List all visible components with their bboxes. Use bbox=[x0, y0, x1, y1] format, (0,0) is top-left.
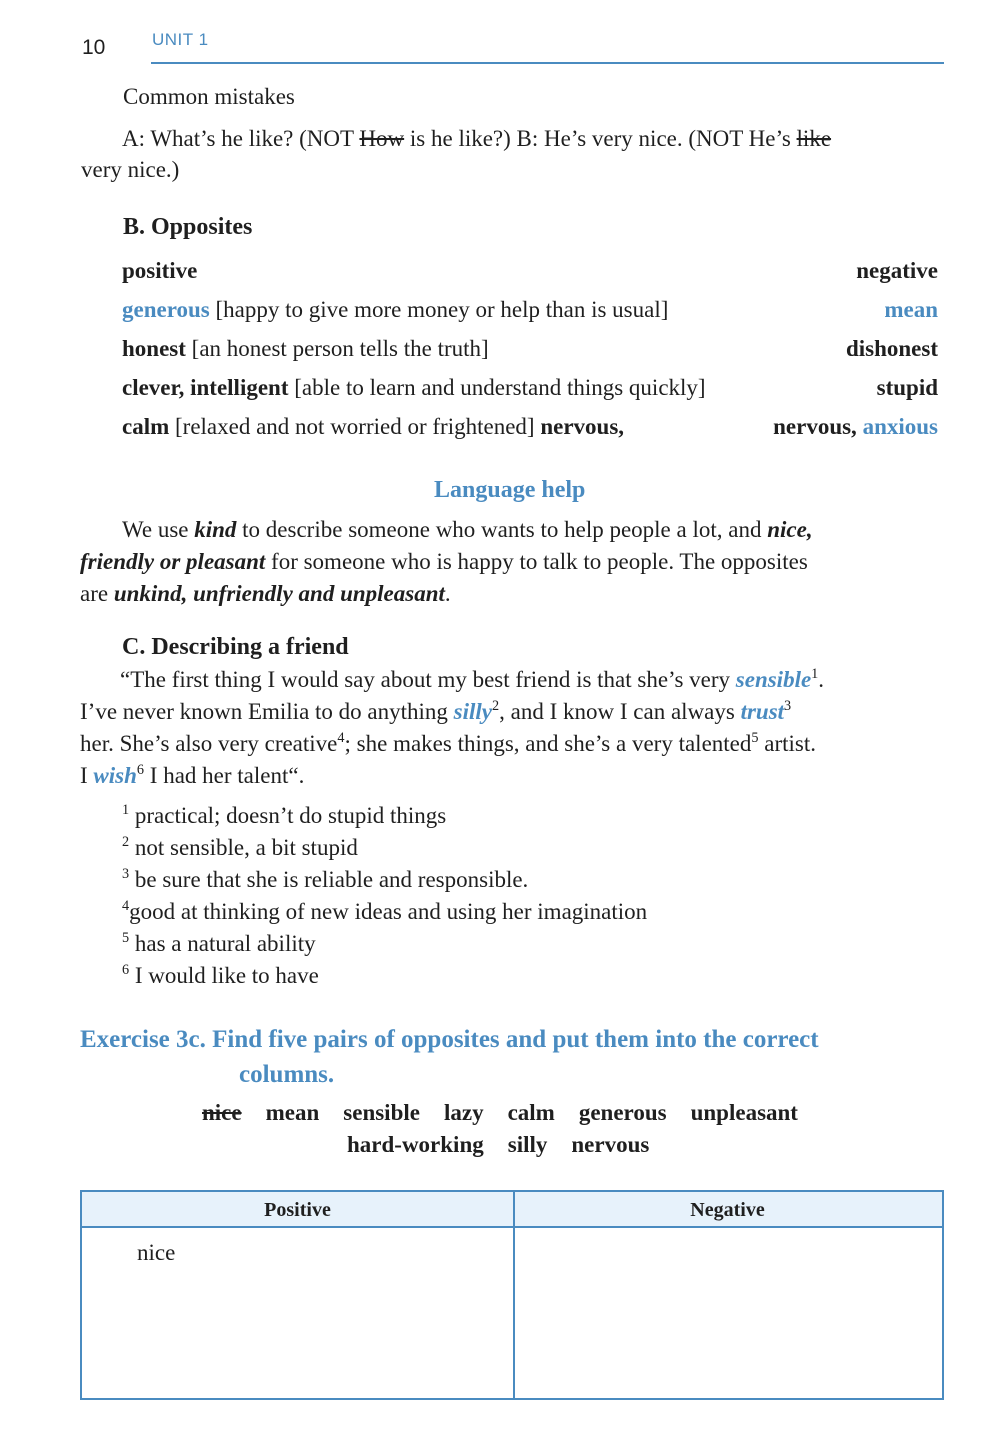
negative-word: dishonest bbox=[845, 336, 938, 361]
opposites-row bbox=[122, 375, 938, 414]
lh-text: We use bbox=[122, 517, 195, 542]
negative-word: nervous, bbox=[773, 414, 863, 439]
cm-struck-how: How bbox=[359, 126, 405, 151]
word-bank-word: lazy bbox=[443, 1100, 484, 1125]
definition: [able to learn and understand things quickly] bbox=[288, 375, 706, 400]
word-bank-word: nervous bbox=[571, 1132, 650, 1157]
definition: [happy to give more money or help than is usual] bbox=[209, 297, 669, 322]
cm-text-b: is he like?) B: He’s very nice. (NOT He’s bbox=[404, 126, 797, 151]
common-mistakes-line-1 bbox=[122, 126, 831, 152]
lh-keyword: unkind, unfriendly and unpleasant bbox=[113, 581, 445, 606]
language-help-title: Language help bbox=[434, 477, 586, 503]
footnote-ref: 5 bbox=[751, 729, 759, 746]
footnote: $^5$ has a natural ability bbox=[122, 929, 316, 956]
word-bank-word: calm bbox=[507, 1100, 555, 1125]
extra-word: nervous, bbox=[540, 414, 625, 439]
opposites-header-row bbox=[122, 258, 938, 297]
header-rule bbox=[151, 62, 944, 64]
footnote-ref: 6 bbox=[136, 761, 145, 778]
lh-text: . bbox=[444, 581, 451, 606]
lh-text: to describe someone who wants to help people a lot, and bbox=[236, 517, 768, 542]
exercise-title-line-2: columns. bbox=[239, 1061, 335, 1088]
common-mistakes-title: Common mistakes bbox=[123, 84, 295, 109]
footnote: $^2$ not sensible, a bit stupid bbox=[122, 833, 358, 860]
word-bank-word: sensible bbox=[343, 1100, 420, 1125]
section-c-title: C. Describing a friend bbox=[122, 634, 349, 660]
lh-keyword: friendly or pleasant bbox=[80, 549, 266, 574]
section-b-title: B. Opposites bbox=[123, 214, 253, 240]
exercise-title-line-1: Exercise 3c. Find five pairs of opposites and put them into the correct bbox=[80, 1026, 819, 1053]
text: , and I know I can always bbox=[499, 699, 741, 724]
text: her. She’s also very creative bbox=[80, 731, 338, 756]
negative-word-alt: anxious bbox=[862, 414, 938, 439]
negative-column-label: negative bbox=[856, 258, 938, 283]
footnote: $^3$ be sure that she is reliable and responsible. bbox=[122, 865, 529, 892]
footnote: $^1$ practical; doesn’t do stupid things bbox=[122, 801, 447, 828]
text: I had her talent“. bbox=[144, 763, 305, 788]
definition: [relaxed and not worried or frightened] bbox=[169, 414, 541, 439]
cm-text-a: A: What’s he like? (NOT bbox=[122, 126, 360, 151]
opposites-row bbox=[122, 414, 938, 453]
negative-header: Negative bbox=[513, 1192, 942, 1228]
page-number: 10 bbox=[82, 36, 106, 59]
language-help-text bbox=[80, 514, 946, 610]
footnote-ref: 3 bbox=[784, 697, 792, 714]
word-bank-row-1 bbox=[202, 1100, 798, 1126]
lh-text: for someone who is happy to talk to people. The opposites bbox=[265, 549, 808, 574]
common-mistakes-line-2: very nice.) bbox=[81, 157, 180, 182]
opposites-row bbox=[122, 297, 938, 336]
describing-friend-text bbox=[80, 664, 946, 792]
text: . bbox=[818, 667, 825, 692]
word-bank-word: silly bbox=[507, 1132, 548, 1157]
lh-text: are bbox=[80, 581, 114, 606]
text: I bbox=[80, 763, 94, 788]
opposites-row bbox=[122, 336, 938, 375]
positive-word: generous bbox=[122, 297, 210, 322]
negative-word: stupid bbox=[876, 375, 938, 400]
lh-keyword: kind bbox=[194, 517, 237, 542]
lh-keyword: nice, bbox=[767, 517, 813, 542]
exercise-title bbox=[80, 1022, 819, 1092]
word-bank-word: mean bbox=[265, 1100, 320, 1125]
word-bank-row-2 bbox=[347, 1132, 649, 1158]
word-bank-word: generous bbox=[578, 1100, 667, 1125]
positive-header: Positive bbox=[82, 1192, 513, 1228]
footnote-ref: 4 bbox=[337, 729, 345, 746]
footnote: $^4$good at thinking of new ideas and using her imagination bbox=[122, 897, 648, 924]
positive-cell-example: nice bbox=[137, 1240, 176, 1265]
definition: [an honest person tells the truth] bbox=[185, 336, 489, 361]
negative-word: mean bbox=[884, 297, 938, 322]
word-bank-word: nice bbox=[202, 1100, 242, 1125]
footnote-ref: 2 bbox=[492, 697, 500, 714]
word-bank-word: hard-working bbox=[347, 1132, 484, 1157]
positive-word: calm bbox=[122, 414, 170, 439]
cm-struck-like: like bbox=[796, 126, 832, 151]
positive-word: clever, intelligent bbox=[122, 375, 289, 400]
negative-cell[interactable] bbox=[513, 1228, 942, 1398]
text: artist. bbox=[758, 731, 817, 756]
text: “The first thing I would say about my best friend is that she’s very bbox=[120, 667, 736, 692]
vocab-word: silly bbox=[453, 699, 493, 724]
vocab-word: sensible bbox=[735, 667, 812, 692]
answer-table bbox=[80, 1190, 944, 1400]
footnote: $^6$ I would like to have bbox=[122, 961, 319, 988]
positive-column-label: positive bbox=[122, 258, 198, 283]
opposites-list bbox=[122, 258, 938, 453]
footnote-ref: 1 bbox=[811, 665, 819, 682]
text: I’ve never known Emilia to do anything bbox=[80, 699, 454, 724]
unit-label: UNIT 1 bbox=[152, 30, 209, 49]
word-bank-word: unpleasant bbox=[690, 1100, 798, 1125]
vocab-word: trust bbox=[740, 699, 785, 724]
text: ; she makes things, and she’s a very talented bbox=[344, 731, 752, 756]
vocab-word: wish bbox=[93, 763, 137, 788]
positive-word: honest bbox=[122, 336, 186, 361]
footnotes bbox=[122, 800, 647, 992]
